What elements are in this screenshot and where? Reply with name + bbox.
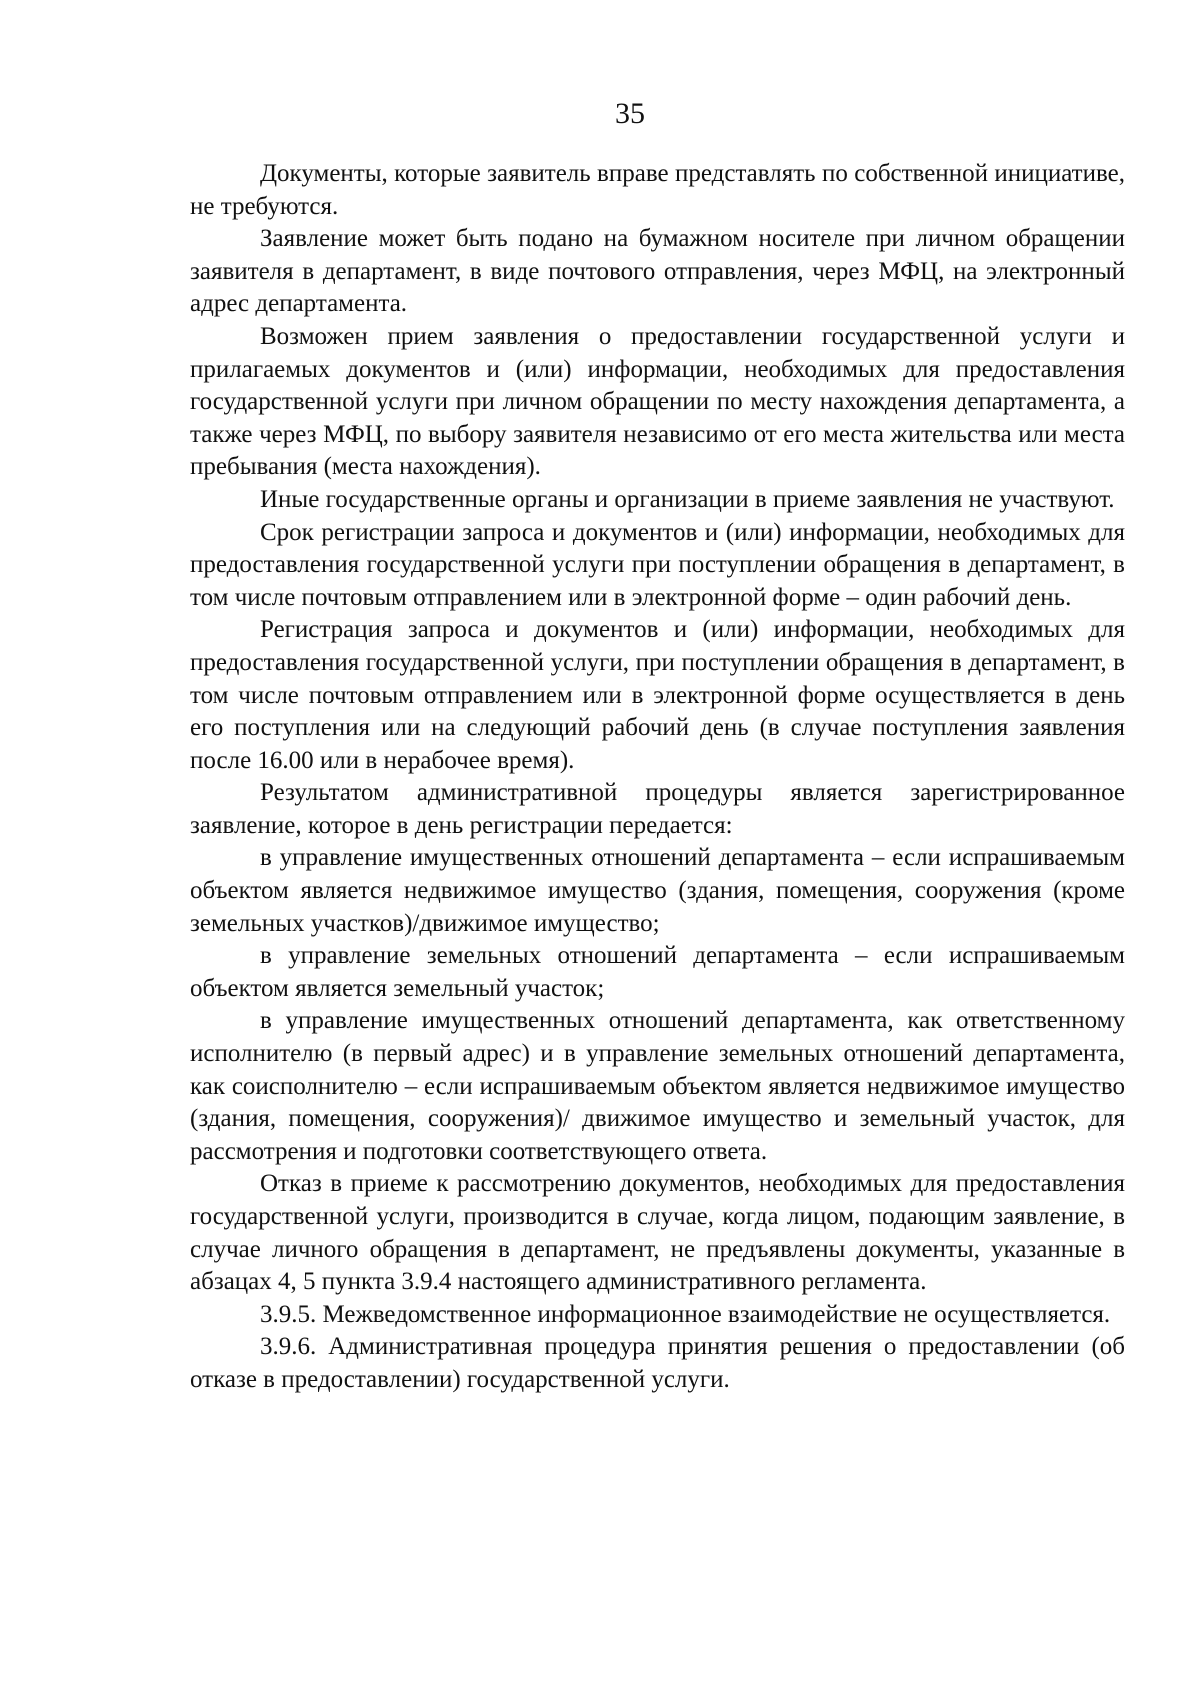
paragraph-joint-relations: в управление имущественных отношений департамента, как ответственному исполнителю (в первый адрес) и в управление земельных отношений департамента, как соисполнителю – если испрашиваемым объектом является недвижимое имущество (здания, помещения, сооружения)/ движимое имущество и земельный участок, для рассмотрения и подготовки соответствующего ответа. bbox=[190, 1007, 1125, 1165]
paragraph-other-bodies: Иные государственные органы и организации в приеме заявления не участвуют. bbox=[260, 485, 1115, 513]
paragraph-reception-possible: Возможен прием заявления о предоставлении государственной услуги и прилагаемых документов и (или) информации, необходимых для предоставления государственной услуги при личном обращении по месту нахождения департамента, а также через МФЦ, по выбору заявителя независимо от его места жительства или места пребывания (места нахождения). bbox=[190, 322, 1125, 481]
page-number: 35 bbox=[615, 97, 645, 130]
paragraph-section-3-9-5: 3.9.5. Межведомственное информационное взаимодействие не осуществляется. bbox=[260, 1300, 1111, 1328]
paragraph-section-3-9-6: 3.9.6. Административная процедура принятия решения о предоставлении (об отказе в предоставлении) государственной услуги. bbox=[190, 1333, 1125, 1393]
document-body bbox=[190, 158, 1125, 1397]
paragraph-documents-not-required: Документы, которые заявитель вправе представлять по собственной инициативе, не требуются. bbox=[190, 160, 1125, 220]
paragraph-procedure-result: Результатом административной процедуры является зарегистрированное заявление, которое в день регистрации передается: bbox=[190, 779, 1125, 839]
paragraph-property-relations: в управление имущественных отношений департамента – если испрашиваемым объектом является недвижимое имущество (здания, помещения, сооружения (кроме земельных участков)/движимое имущество; bbox=[190, 844, 1125, 937]
paragraph-registration-procedure: Регистрация запроса и документов и (или) информации, необходимых для предоставления государственной услуги, при поступлении обращения в департамент, в том числе почтовым отправлением или в электронной форме осуществляется в день его поступления или на следующий рабочий день (в случае поступления заявления после 16.00 или в нерабочее время). bbox=[190, 616, 1125, 774]
paragraph-refusal: Отказ в приеме к рассмотрению документов, необходимых для предоставления государственной услуги, производится в случае, когда лицом, подающим заявление, в случае личного обращения в департамент, не предъявлены документы, указанные в абзацах 4, 5 пункта 3.9.4 настоящего административного регламента. bbox=[190, 1170, 1125, 1296]
paragraph-submission-methods: Заявление может быть подано на бумажном носителе при личном обращении заявителя в департамент, в виде почтового отправления, через МФЦ, на электронный адрес департамента. bbox=[190, 225, 1125, 318]
paragraph-registration-term: Срок регистрации запроса и документов и (или) информации, необходимых для предоставления государственной услуги при поступлении обращения в департамент, в том числе почтовым отправлением или в электронной форме – один рабочий день. bbox=[190, 518, 1125, 611]
paragraph-land-relations: в управление земельных отношений департамента – если испрашиваемым объектом является земельный участок; bbox=[190, 942, 1125, 1002]
